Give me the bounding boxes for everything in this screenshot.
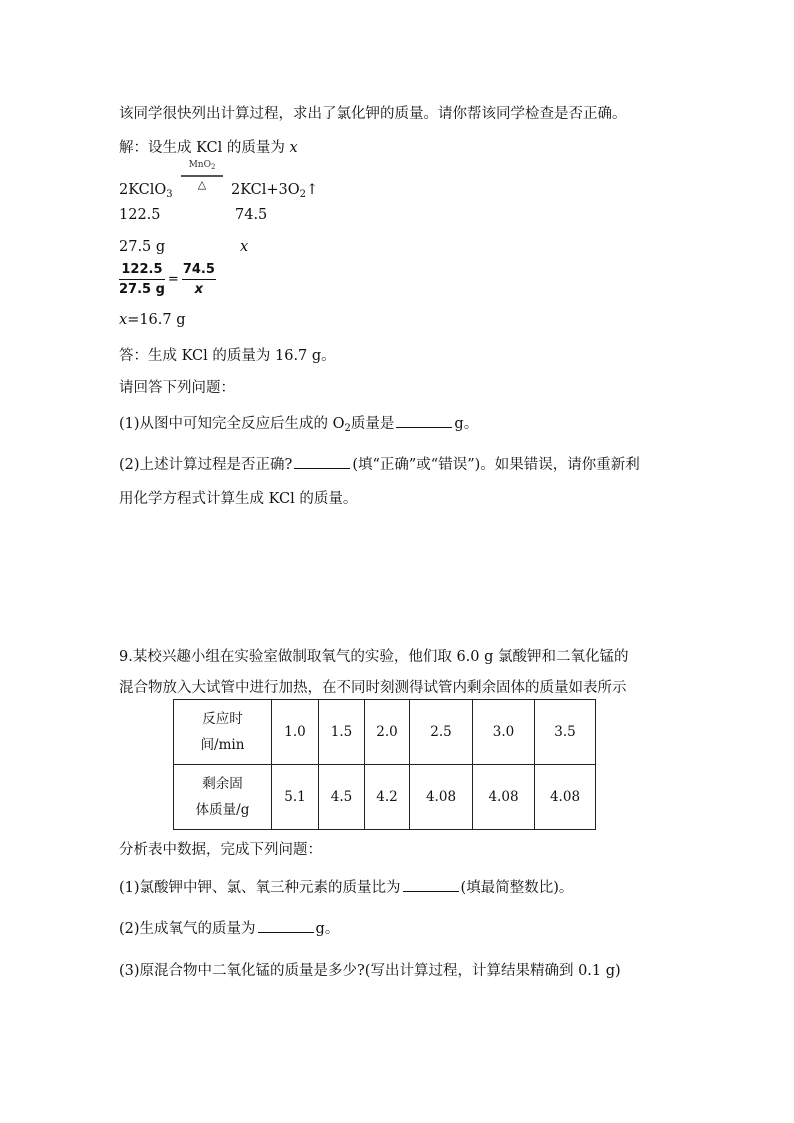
let-prefix: 解：设生成 KCl 的质量为	[119, 140, 290, 156]
question-2-line2: 用化学方程式计算生成 KCl 的质量。	[119, 491, 358, 507]
table-cell: 3.5	[535, 700, 596, 765]
heat-symbol: △	[197, 178, 207, 191]
problem-9-line2: 混合物放入大试管中进行加热，在不同时刻测得试管内剩余固体的质量如表所示	[119, 680, 627, 696]
table-cell: 4.08	[535, 765, 596, 830]
answer-line: 答：生成 KCl 的质量为 16.7 g。	[119, 348, 336, 364]
answer-blank[interactable]	[396, 415, 452, 428]
problem-9-question-3: (3)原混合物中二氧化锰的质量是多少?(写出计算过程，计算结果精确到 0.1 g)	[119, 963, 621, 979]
answer-blank[interactable]	[403, 879, 459, 892]
question-2: (2)上述计算过程是否正确? (填“正确”或“错误”)。如果错误，请你重新利	[119, 457, 640, 473]
solution-let-line	[119, 136, 298, 157]
table-cell: 5.1	[272, 765, 319, 830]
equation-right: $2KCl+3O_2↑$	[231, 182, 319, 200]
equals-sign: =	[167, 272, 179, 287]
data-table	[173, 699, 596, 830]
table-cell: 4.08	[410, 765, 473, 830]
problem-9-question-2: (2)生成氧气的质量为 g。	[119, 921, 340, 937]
answer-blank[interactable]	[294, 456, 350, 469]
analyze-instruction: 分析表中数据，完成下列问题：	[119, 842, 322, 858]
table-row	[174, 765, 596, 830]
table-cell: 4.08	[473, 765, 535, 830]
table-cell: 4.5	[319, 765, 365, 830]
intro-text: 该同学很快列出计算过程，求出了氯化钾的质量。请你帮该同学检查是否正确。	[119, 106, 627, 122]
table-row	[174, 700, 596, 765]
given-var-right: x	[240, 239, 249, 255]
problem-9-question-1: (1)氯酸钾中钾、氯、氧三种元素的质量比为 (填最简整数比)。	[119, 880, 574, 896]
row-header-time: 反应时 间/min	[174, 700, 272, 765]
answer-blank[interactable]	[258, 920, 314, 933]
equation-left: 2KClO$_3$	[119, 182, 173, 200]
table-cell: 4.2	[365, 765, 410, 830]
table-cell: 1.0	[272, 700, 319, 765]
problem-9-line1: 9.某校兴趣小组在实验室做制取氧气的实验，他们取 6.0 g 氯酸钾和二氧化锰的	[119, 649, 629, 665]
table-cell: 1.5	[319, 700, 365, 765]
fraction-right: $\frac{74.5}{x}$	[182, 262, 215, 297]
questions-header: 请回答下列问题：	[119, 380, 235, 396]
given-mass-left: 27.5 g	[119, 239, 166, 255]
result-line: x=16.7 g	[119, 312, 186, 328]
molar-mass-right: 74.5	[235, 207, 268, 223]
catalyst-label: MnO$_2$	[188, 160, 216, 171]
reaction-arrow-bar	[181, 175, 223, 177]
fraction-left: $\frac{122.5}{27.5 g}$	[119, 262, 165, 297]
reaction-condition	[181, 160, 223, 190]
proportion-equation	[119, 262, 216, 297]
table-cell: 2.5	[410, 700, 473, 765]
molar-mass-left: 122.5	[119, 207, 161, 223]
row-header-mass: 剩余固 体质量/g	[174, 765, 272, 830]
let-var: x	[289, 140, 298, 156]
question-1: (1)从图中可知完全反应后生成的 $O_2$质量是 g。	[119, 416, 479, 434]
table-cell: 2.0	[365, 700, 410, 765]
table-cell: 3.0	[473, 700, 535, 765]
